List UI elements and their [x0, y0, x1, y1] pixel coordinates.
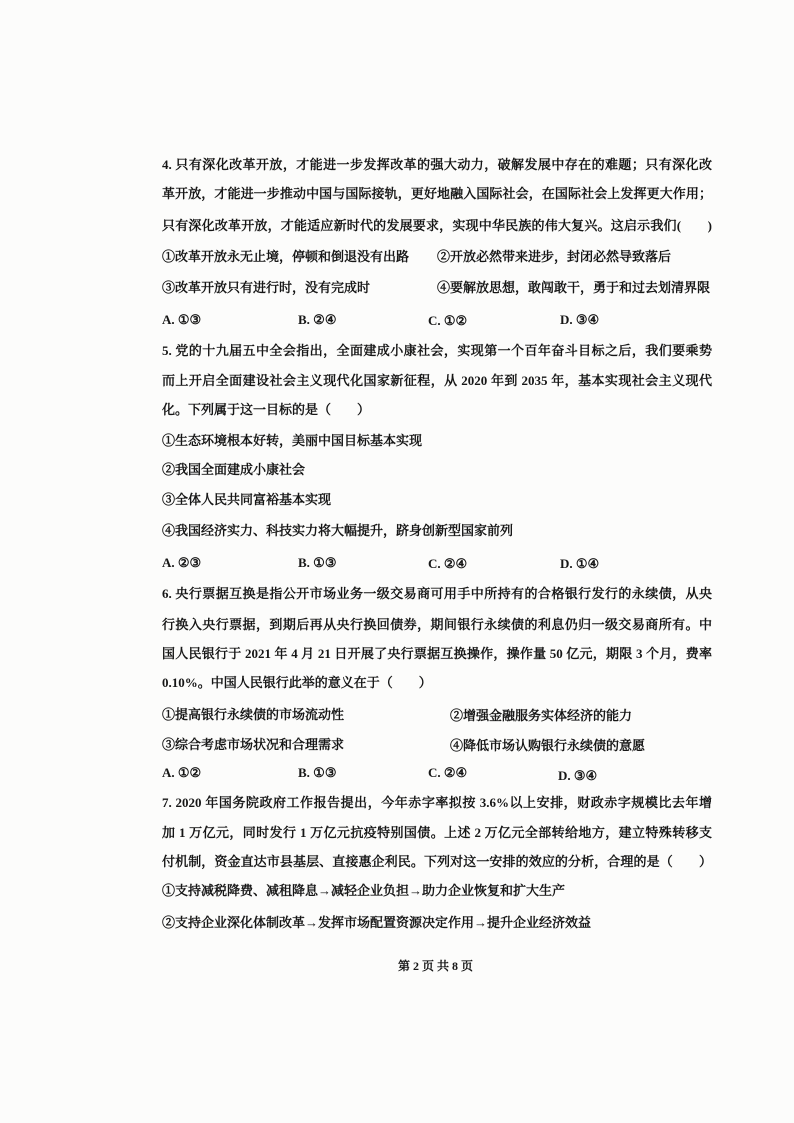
question-4-stem-line: 4. 只有深化改革开放，才能进一步发挥改革的强大动力，破解发展中存在的难题；只有深化改 [162, 157, 712, 172]
question-7-stem-line: 加 1 万亿元，同时发行 1 万亿元抗疫特别国债。上述 2 万亿元全部转给地方，建立特殊转移支 [162, 825, 712, 840]
question-6-option-d: D. ③④ [558, 768, 598, 783]
question-4-item-1: ①改革开放永无止境，停顿和倒退没有出路 [162, 249, 410, 264]
page-number: 第 2 页 共 8 页 [398, 959, 474, 973]
question-5-option-b: B. ①③ [298, 555, 337, 570]
question-4-item-4: ④要解放思想，敢闯敢干，勇于和过去划清界限 [437, 280, 711, 295]
question-5-stem-line: 而上开启全面建设社会主义现代化国家新征程，从 2020 年到 2035 年，基本实现社会主义现代 [162, 373, 712, 388]
question-5-item-1: ①生态环境根本好转，美丽中国目标基本实现 [162, 433, 423, 448]
question-6-option-b: B. ①③ [298, 765, 337, 780]
question-7-item-2: ②支持企业深化体制改革→发挥市场配置资源决定作用→提升企业经济效益 [162, 915, 592, 930]
question-6-stem-line: 0.10%。中国人民银行此举的意义在于（ ） [162, 675, 432, 690]
question-7-item-1: ①支持减税降费、减租降息→减轻企业负担→助力企业恢复和扩大生产 [162, 883, 566, 898]
question-6-stem-line: 6. 央行票据互换是指公开市场业务一级交易商可用手中所持有的合格银行发行的永续债，从央 [162, 586, 712, 601]
question-5-stem-line: 化。下列属于这一目标的是（ ） [162, 402, 371, 417]
question-4-item-3: ③改革开放只有进行时，没有完成时 [162, 280, 371, 295]
question-4-stem-line: 革开放，才能进一步推动中国与国际接轨，更好地融入国际社会，在国际社会上发挥更大作用； [162, 186, 712, 201]
question-4-option-b: B. ②④ [298, 312, 337, 327]
question-4-item-2: ②开放必然带来进步，封闭必然导致落后 [437, 249, 672, 264]
question-6-item-4: ④降低市场认购银行永续债的意愿 [450, 738, 646, 753]
question-4-option-d: D. ③④ [560, 312, 600, 327]
question-4-stem-line: 只有深化改革开放，才能适应新时代的发展要求，实现中华民族的伟大复兴。这启示我们( ) [162, 218, 712, 233]
question-6-option-c: C. ②④ [428, 765, 468, 780]
question-6-item-3: ③综合考虑市场状况和合理需求 [162, 737, 345, 752]
question-5-item-4: ④我国经济实力、科技实力将大幅提升，跻身创新型国家前列 [162, 523, 514, 538]
question-6-stem-line: 行换入央行票据，到期后再从央行换回债券，期间银行永续债的利息仍归一级交易商所有。中 [162, 617, 712, 632]
question-7-stem-line: 7. 2020 年国务院政府工作报告提出，今年赤字率拟按 3.6%以上安排，财政赤字规模比去年增 [162, 795, 712, 810]
question-5-option-a: A. ②③ [162, 555, 202, 570]
question-5-item-3: ③全体人民共同富裕基本实现 [162, 492, 332, 507]
question-5-item-2: ②我国全面建成小康社会 [162, 462, 306, 477]
question-5-stem-line: 5. 党的十九届五中全会指出，全面建成小康社会，实现第一个百年奋斗目标之后，我们要乘势 [162, 343, 712, 358]
question-5-option-d: D. ①④ [560, 556, 600, 571]
question-4-option-c: C. ①② [428, 313, 468, 328]
question-6-option-a: A. ①② [162, 765, 202, 780]
question-5-option-c: C. ②④ [428, 556, 468, 571]
question-6-item-2: ②增强金融服务实体经济的能力 [450, 708, 633, 723]
question-4-option-a: A. ①③ [162, 312, 202, 327]
question-6-stem-line: 国人民银行于 2021 年 4 月 21 日开展了央行票据互换操作，操作量 50 亿元，期限 3 个月，费率 [162, 646, 712, 661]
question-7-stem-line: 付机制，资金直达市县基层、直接惠企利民。下列对这一安排的效应的分析，合理的是（ ） [162, 854, 712, 869]
question-6-item-1: ①提高银行永续债的市场流动性 [162, 707, 345, 722]
